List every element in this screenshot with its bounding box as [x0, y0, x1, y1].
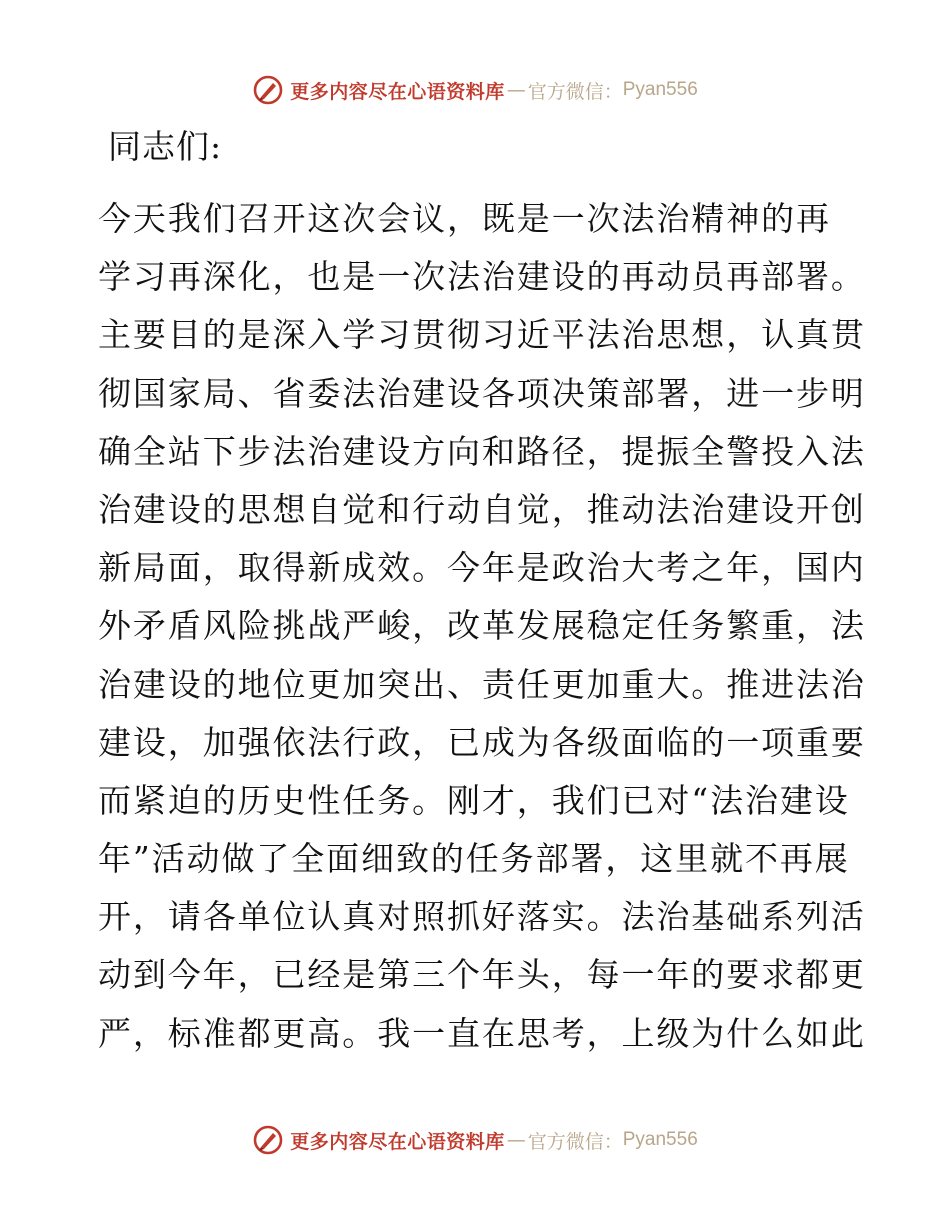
body-line: 严，标准都更高。我一直在思考，上级为什么如此	[98, 1013, 866, 1053]
watermark-footer	[0, 1120, 950, 1160]
watermark-text: 更多内容尽在心语资料库	[290, 80, 505, 103]
pen-quill-logo-icon	[252, 74, 284, 106]
body-line: 年”活动做了全面细致的任务部署，这里就不再展	[98, 839, 850, 879]
pen-quill-logo-icon	[252, 1124, 284, 1156]
watermark-separator: —	[506, 1129, 526, 1151]
body-line: 彻国家局、省委法治建设各项决策部署，进一步明	[98, 373, 866, 413]
watermark-official-label: 官方微信：	[527, 1130, 623, 1153]
body-line: 今天我们召开这次会议，既是一次法治精神的再	[98, 199, 831, 238]
body-line: 开，请各单位认真对照抓好落实。法治基础系列活	[98, 897, 866, 937]
watermark-text: 更多内容尽在心语资料库	[290, 1130, 505, 1153]
document-greeting: 同志们:	[108, 127, 223, 166]
body-line: 主要目的是深入学习贯彻习近平法治思想，认真贯	[98, 315, 866, 355]
body-line: 治建设的地位更加突出、责任更加重大。推进法治	[98, 664, 866, 704]
watermark-header	[0, 70, 950, 110]
body-line: 动到今年，已经是第三个年头，每一年的要求都更	[98, 955, 866, 995]
body-line: 而紧迫的历史性任务。刚才，我们已对“法治建设	[98, 780, 850, 820]
body-line: 新局面，取得新成效。今年是政治大考之年，国内	[98, 548, 866, 588]
watermark-official-label: 官方微信：	[527, 80, 623, 103]
watermark-wechat-id: Pyan556	[622, 79, 698, 100]
body-line: 建设，加强依法行政，已成为各级面临的一项重要	[98, 722, 866, 762]
document-body	[98, 190, 866, 1063]
body-line: 治建设的思想自觉和行动自觉，推动法治建设开创	[98, 489, 866, 529]
body-line: 确全站下步法治建设方向和路径，提振全警投入法	[98, 431, 866, 471]
body-line: 学习再深化，也是一次法治建设的再动员再部署。	[98, 257, 866, 297]
watermark-separator: —	[506, 79, 526, 101]
watermark-wechat-id: Pyan556	[622, 1129, 698, 1150]
body-line: 外矛盾风险挑战严峻，改革发展稳定任务繁重，法	[98, 606, 866, 646]
